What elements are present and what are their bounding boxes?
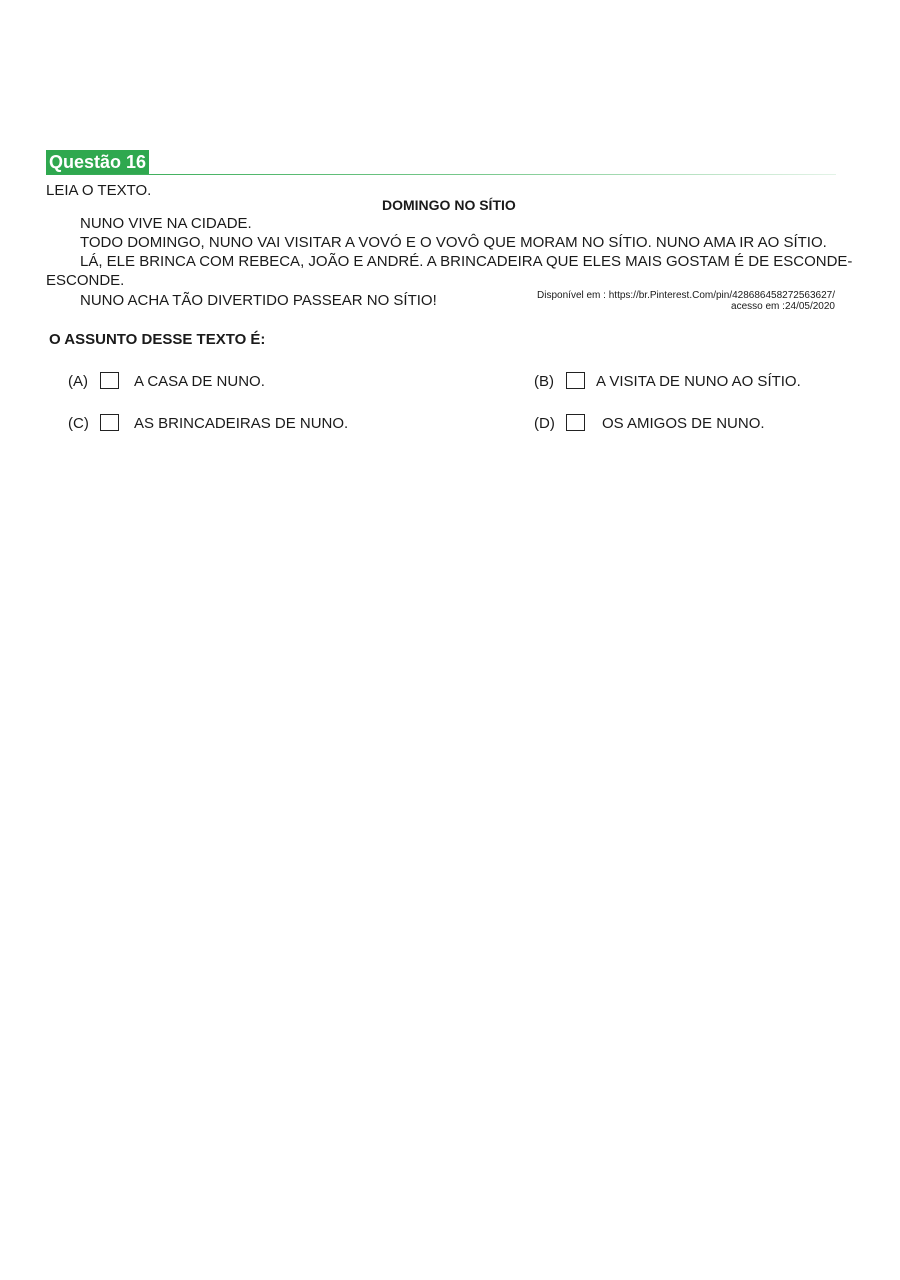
text-line-5: NUNO ACHA TÃO DIVERTIDO PASSEAR NO SÍTIO! [80, 292, 437, 309]
option-b-checkbox[interactable] [566, 372, 585, 389]
option-letter: (B) [534, 373, 554, 390]
option-c-checkbox[interactable] [100, 414, 119, 431]
instruction-text: LEIA O TEXTO. [46, 182, 152, 199]
option-text: AS BRINCADEIRAS DE NUNO. [134, 415, 349, 432]
option-letter: (A) [68, 373, 88, 390]
question-prompt: O ASSUNTO DESSE TEXTO É: [49, 331, 266, 348]
option-text: A VISITA DE NUNO AO SÍTIO. [596, 373, 801, 390]
option-text: OS AMIGOS DE NUNO. [602, 415, 765, 432]
option-letter: (D) [534, 415, 555, 432]
text-line-1: NUNO VIVE NA CIDADE. [80, 215, 252, 232]
text-title: DOMINGO NO SÍTIO [382, 197, 516, 213]
question-header [46, 150, 836, 176]
header-divider [46, 174, 836, 175]
source-url: Disponível em : https://br.Pinterest.Com/pin/428686458272563627/ [537, 290, 835, 301]
source-access-date: acesso em :24/05/2020 [731, 301, 835, 312]
option-a-checkbox[interactable] [100, 372, 119, 389]
source-citation [537, 290, 835, 312]
option-letter: (C) [68, 415, 89, 432]
text-line-3: LÁ, ELE BRINCA COM REBECA, JOÃO E ANDRÉ. A BRINCADEIRA QUE ELES MAIS GOSTAM É DE ESCONDE- [80, 253, 853, 270]
text-line-4: ESCONDE. [46, 272, 125, 289]
question-number-badge: Questão 16 [46, 150, 149, 174]
option-d-checkbox[interactable] [566, 414, 585, 431]
option-text: A CASA DE NUNO. [134, 373, 265, 390]
text-line-2: TODO DOMINGO, NUNO VAI VISITAR A VOVÓ E O VOVÔ QUE MORAM NO SÍTIO. NUNO AMA IR AO SÍTIO. [80, 234, 827, 251]
